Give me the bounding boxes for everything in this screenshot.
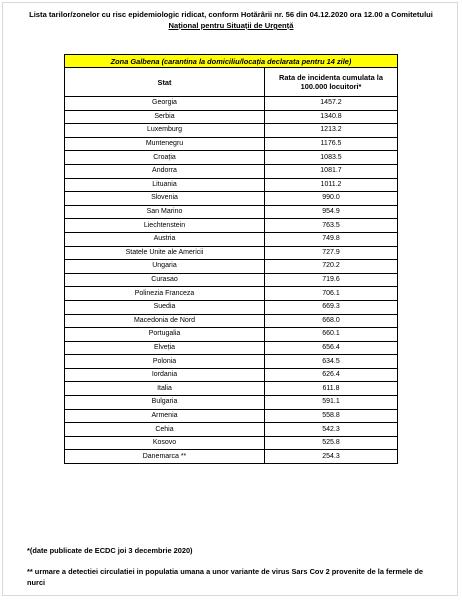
title-line-1: Lista tarilor/zonelor cu risc epidemiologic ridicat, conform Hotărârii nr. 56 din 04.12.2020 ora 12.00 a Comitetului: [29, 10, 433, 19]
cell-rate: 1340.8: [265, 110, 398, 124]
cell-stat: Italia: [65, 382, 265, 396]
table-row: [65, 314, 398, 328]
footnote-ecdc: *(date publicate de ECDC joi 3 decembrie 2020): [27, 546, 193, 555]
cell-rate: 727.9: [265, 246, 398, 260]
table-row: [65, 355, 398, 369]
cell-stat: Slovenia: [65, 192, 265, 206]
cell-rate: 1457.2: [265, 97, 398, 111]
cell-stat: Curasao: [65, 273, 265, 287]
country-table-container: [64, 54, 397, 464]
cell-rate: 591.1: [265, 396, 398, 410]
cell-rate: 656.4: [265, 341, 398, 355]
cell-stat: Serbia: [65, 110, 265, 124]
cell-stat: San Marino: [65, 205, 265, 219]
cell-rate: 626.4: [265, 368, 398, 382]
table-row: [65, 328, 398, 342]
cell-stat: Kosovo: [65, 436, 265, 450]
table-row: [65, 423, 398, 437]
table-row: [65, 124, 398, 138]
table-row: [65, 396, 398, 410]
cell-stat: Liechtenstein: [65, 219, 265, 233]
zone-title: Zona Galbena (carantina la domiciliu/locația declarata pentru 14 zile): [65, 55, 398, 68]
cell-rate: 634.5: [265, 355, 398, 369]
table-row: [65, 409, 398, 423]
cell-stat: Danemarca **: [65, 450, 265, 464]
cell-stat: Georgia: [65, 97, 265, 111]
table-row: [65, 287, 398, 301]
table-row: [65, 205, 398, 219]
cell-rate: 558.8: [265, 409, 398, 423]
cell-stat: Andorra: [65, 164, 265, 178]
cell-stat: Statele Unite ale Americii: [65, 246, 265, 260]
table-row: [65, 260, 398, 274]
cell-rate: 763.5: [265, 219, 398, 233]
cell-rate: 668.0: [265, 314, 398, 328]
cell-stat: Portugalia: [65, 328, 265, 342]
cell-stat: Polinezia Franceza: [65, 287, 265, 301]
column-header-rate: Rata de incidenta cumulata la 100.000 locuitori*: [265, 68, 398, 97]
cell-stat: Ungaria: [65, 260, 265, 274]
cell-rate: 660.1: [265, 328, 398, 342]
table-row: [65, 273, 398, 287]
table-row: [65, 436, 398, 450]
zone-header-row: [65, 55, 398, 68]
column-header-row: [65, 68, 398, 97]
table-row: [65, 219, 398, 233]
cell-rate: 669.3: [265, 300, 398, 314]
cell-rate: 1011.2: [265, 178, 398, 192]
cell-rate: 990.0: [265, 192, 398, 206]
table-row: [65, 246, 398, 260]
cell-rate: 611.8: [265, 382, 398, 396]
table-row: [65, 300, 398, 314]
cell-rate: 542.3: [265, 423, 398, 437]
cell-stat: Iordania: [65, 368, 265, 382]
table-row: [65, 450, 398, 464]
cell-stat: Armenia: [65, 409, 265, 423]
cell-stat: Muntenegru: [65, 137, 265, 151]
column-header-stat: Stat: [65, 68, 265, 97]
cell-rate: 1176.5: [265, 137, 398, 151]
table-row: [65, 178, 398, 192]
cell-stat: Croația: [65, 151, 265, 165]
cell-stat: Suedia: [65, 300, 265, 314]
table-row: [65, 232, 398, 246]
cell-stat: Bulgaria: [65, 396, 265, 410]
cell-stat: Luxemburg: [65, 124, 265, 138]
cell-stat: Macedonia de Nord: [65, 314, 265, 328]
table-body: [65, 97, 398, 464]
cell-rate: 1083.5: [265, 151, 398, 165]
cell-rate: 720.2: [265, 260, 398, 274]
table-row: [65, 382, 398, 396]
cell-rate: 954.9: [265, 205, 398, 219]
title-line-2: Național pentru Situații de Urgență: [168, 21, 294, 30]
cell-rate: 719.6: [265, 273, 398, 287]
table-row: [65, 341, 398, 355]
cell-rate: 254.3: [265, 450, 398, 464]
country-table: [64, 54, 398, 464]
cell-rate: 1081.7: [265, 164, 398, 178]
cell-stat: Cehia: [65, 423, 265, 437]
cell-rate: 525.8: [265, 436, 398, 450]
cell-rate: 1213.2: [265, 124, 398, 138]
cell-stat: Lituania: [65, 178, 265, 192]
table-row: [65, 151, 398, 165]
cell-stat: Austria: [65, 232, 265, 246]
cell-stat: Elveția: [65, 341, 265, 355]
cell-stat: Polonia: [65, 355, 265, 369]
table-row: [65, 164, 398, 178]
table-row: [65, 192, 398, 206]
table-row: [65, 97, 398, 111]
cell-rate: 706.1: [265, 287, 398, 301]
cell-rate: 749.8: [265, 232, 398, 246]
document-title: [20, 9, 442, 31]
table-row: [65, 110, 398, 124]
table-row: [65, 137, 398, 151]
footnote-mink-variant: ** urmare a detectiei circulatiei in populatia umana a unor variante de virus Sars Cov 2 provenite de la fermele de nurci: [27, 567, 423, 587]
table-row: [65, 368, 398, 382]
